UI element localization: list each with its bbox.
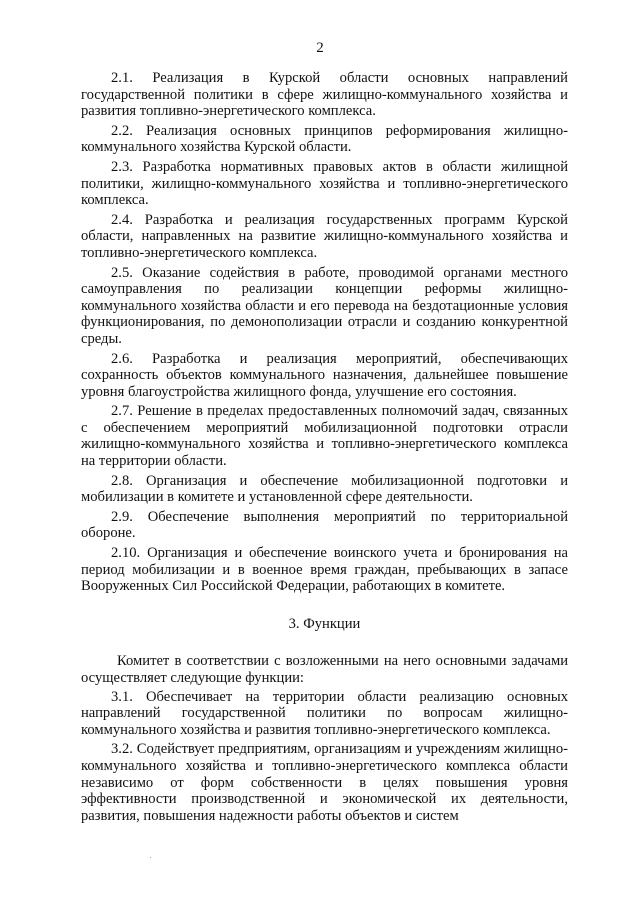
- page-number: 2: [316, 40, 324, 56]
- paragraph-2-2: 2.2. Реализация основных принципов реформирования жилищно-коммунального хозяйства Курской области.: [81, 122, 568, 156]
- paragraph-2-6: 2.6. Разработка и реализация мероприятий, обеспечивающих сохранность объектов коммунального назначения, дальнейшее повышение уровня благоустройства жилищного фонда, улучшение его состояния.: [81, 350, 568, 400]
- paragraph-2-1: 2.1. Реализация в Курской области основных направлений государственной политики в сфере жилищно-коммунального хозяйства и развития топливно-энергетического комплекса.: [81, 70, 568, 120]
- paragraph-2-4: 2.4. Разработка и реализация государственных программ Курской области, направленных на развитие жилищно-коммунального хозяйства и топливно-энергетического комплекса.: [81, 211, 568, 261]
- scan-speck: [150, 857, 151, 858]
- paragraph-2-3: 2.3. Разработка нормативных правовых актов в области жилищной политики, жилищно-коммунального хозяйства и топливно-энергетического комплекса.: [81, 158, 568, 209]
- section-heading: 3. Функции: [288, 615, 361, 632]
- paragraph-2-5: 2.5. Оказание содействия в работе, проводимой органами местного самоуправления по реализации концепции реформы жилищно-коммунального хозяйства области и его перевода на бездотационные условия функционирования, по демонополизации отрасли и созданию конкурентной среды.: [81, 264, 568, 347]
- paragraph-2-10: 2.10. Организация и обеспечение воинского учета и бронирования на период мобилизации и в военное время граждан, пребывающих в запасе Вооруженных Сил Российской Федерации, работающих в комитете.: [81, 545, 568, 595]
- section-intro: Комитет в соответствии с возложенными на него основными задачами осуществляет следующие функции:: [81, 653, 568, 686]
- paragraph-3-2: 3.2. Содействует предприятиям, организациям и учреждениям жилищно-коммунального хозяйства и топливно-энергетического комплекса области независимо от форм собственности в целях повышения уровня эффективности производственной и экономической их деятельности, развития, повышения надежности работы объектов и систем: [81, 741, 568, 824]
- paragraph-2-9: 2.9. Обеспечение выполнения мероприятий по территориальной обороне.: [81, 508, 568, 542]
- paragraph-3-1: 3.1. Обеспечивает на территории области реализацию основных направлений государственной политики по вопросам жилищно-коммунального хозяйства и развития топливно-энергетического комплекса.: [81, 688, 568, 738]
- paragraph-2-8: 2.8. Организация и обеспечение мобилизационной подготовки и мобилизации в комитете и установленной сфере деятельности.: [81, 472, 568, 506]
- document-body: [81, 70, 568, 827]
- paragraph-2-7: 2.7. Решение в пределах предоставленных полномочий задач, связанных с обеспечением мероприятий мобилизационной подготовки отрасли жилищно-коммунального хозяйства и топливно-энергетического комплекса на территории области.: [81, 403, 568, 470]
